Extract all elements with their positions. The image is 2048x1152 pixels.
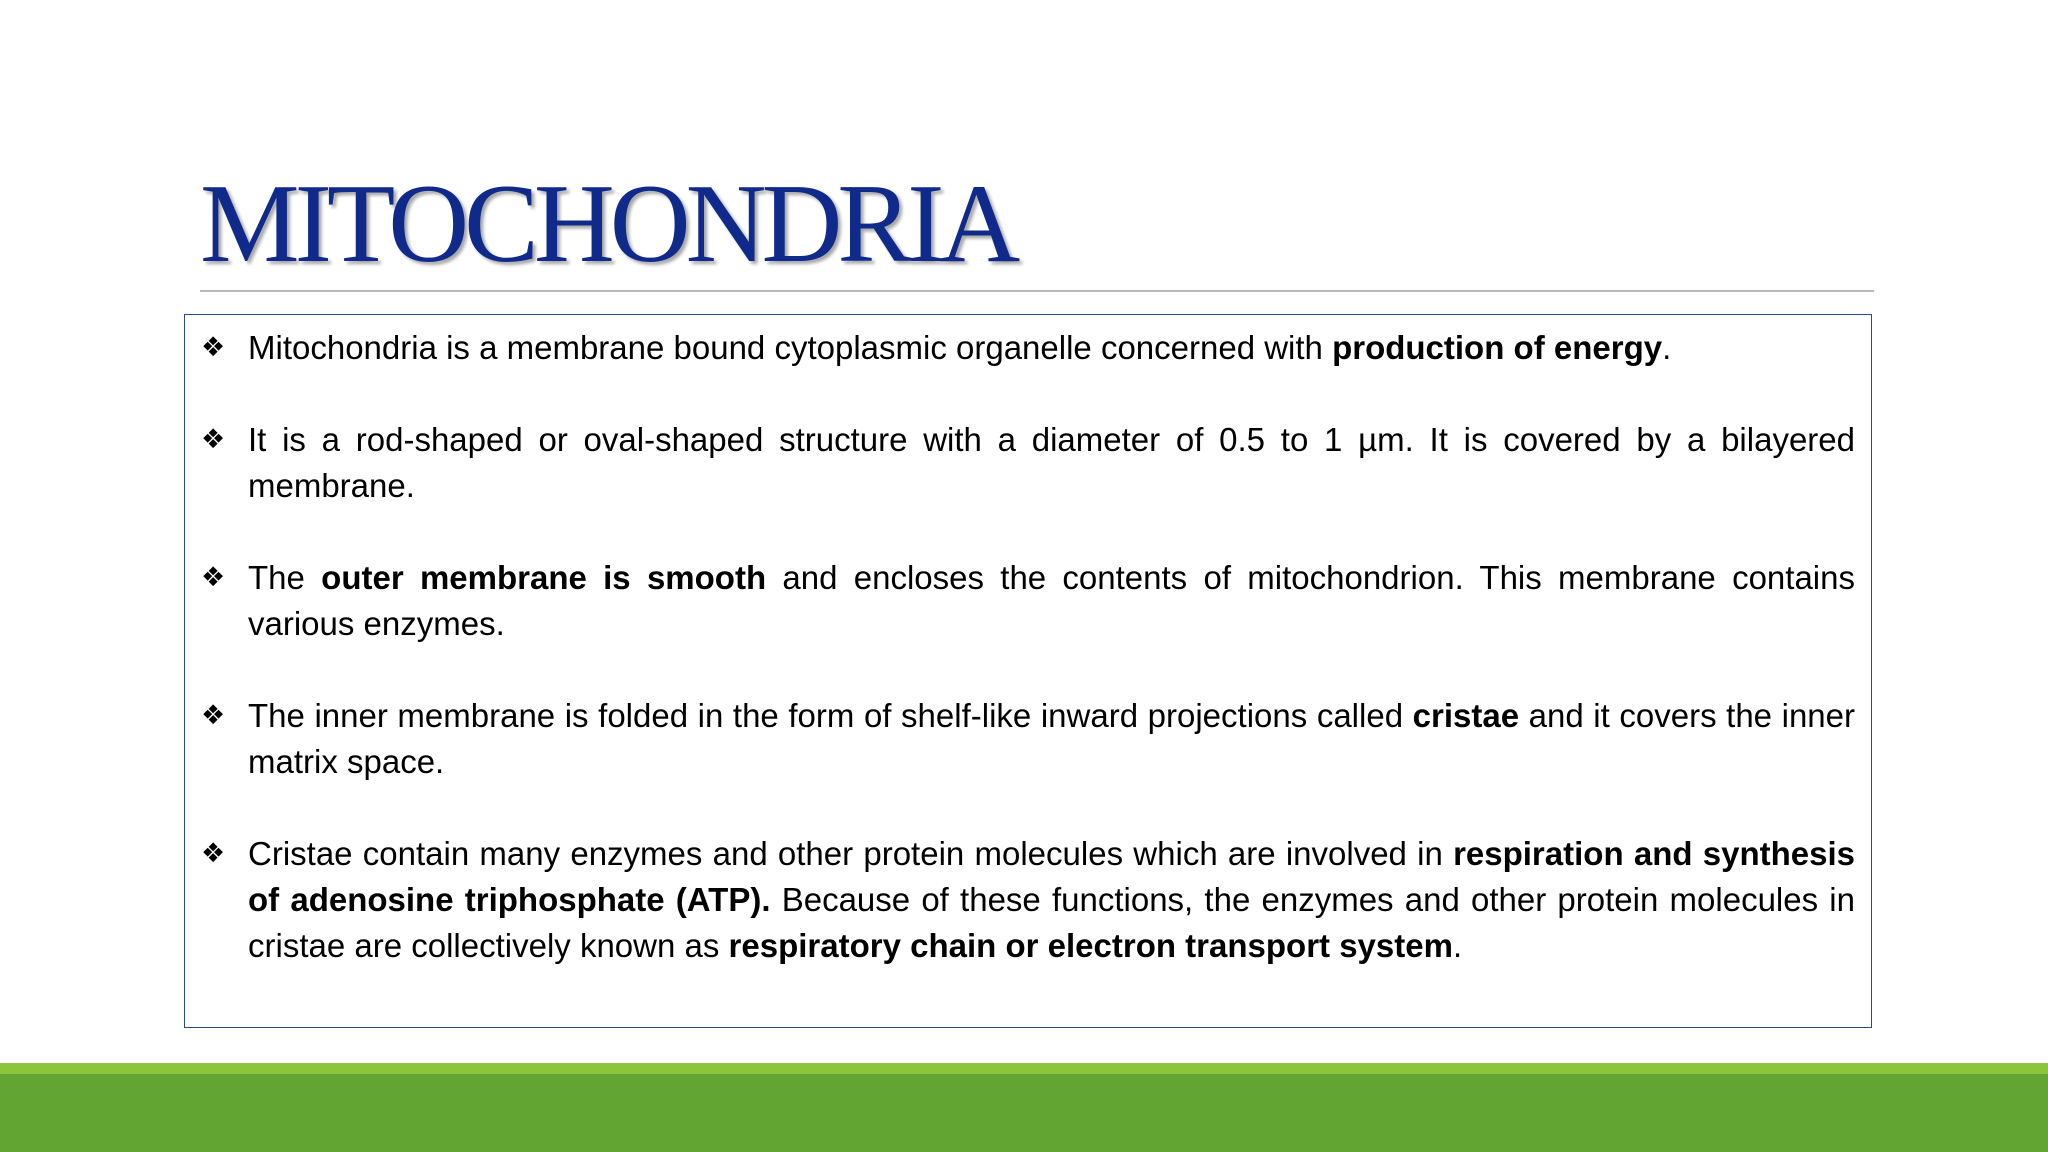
bullet-text: It is a rod-shaped or oval-shaped structure with a diameter of 0.5 to 1 µm. It is covered by a bilayered membrane. (248, 421, 1855, 504)
bullet-bold-text: respiratory chain or electron transport system (728, 927, 1453, 964)
diamond-bullet-icon: ❖ (201, 838, 226, 869)
bullet-text: Mitochondria is a membrane bound cytoplasmic organelle concerned with (248, 329, 1333, 366)
bullet-item-energy-production (201, 325, 1855, 371)
bullet-text: Cristae contain many enzymes and other protein molecules which are involved in (248, 835, 1454, 872)
bullet-list (201, 325, 1855, 969)
bullet-text: and encloses the contents of mitochondrion. This membrane contains various enzymes. (248, 559, 1855, 642)
title-divider (200, 290, 1874, 292)
bullet-text: . (1452, 927, 1463, 964)
bullet-item-outer-membrane (201, 555, 1855, 647)
bullet-item-inner-membrane (201, 693, 1855, 785)
diamond-bullet-icon: ❖ (201, 562, 226, 593)
diamond-bullet-icon: ❖ (201, 332, 226, 363)
bullet-item-structure (201, 417, 1855, 509)
bullet-text: Because of these functions, the enzymes and other protein molecules in cristae are collectively known as (248, 881, 1855, 964)
slide-title: MITOCHONDRIA (200, 162, 1016, 286)
diamond-bullet-icon: ❖ (201, 424, 226, 455)
bullet-bold-text: outer membrane is smooth (321, 559, 767, 596)
footer-band (0, 1074, 2048, 1152)
content-box (184, 314, 1872, 1028)
bullet-text: . (1662, 329, 1672, 366)
bullet-text: and it covers the inner matrix space. (248, 697, 1855, 780)
footer-accent-stripe (0, 1063, 2048, 1074)
bullet-text: The inner membrane is folded in the form of shelf-like inward projections called (248, 697, 1413, 734)
bullet-bold-text: cristae (1412, 697, 1520, 734)
diamond-bullet-icon: ❖ (201, 700, 226, 731)
bullet-bold-text: respiration and synthesis of adenosine triphosphate (ATP). (248, 835, 1855, 918)
bullet-item-cristae (201, 831, 1855, 969)
bullet-bold-text: production of energy (1332, 329, 1663, 366)
bullet-text: The (248, 559, 322, 596)
